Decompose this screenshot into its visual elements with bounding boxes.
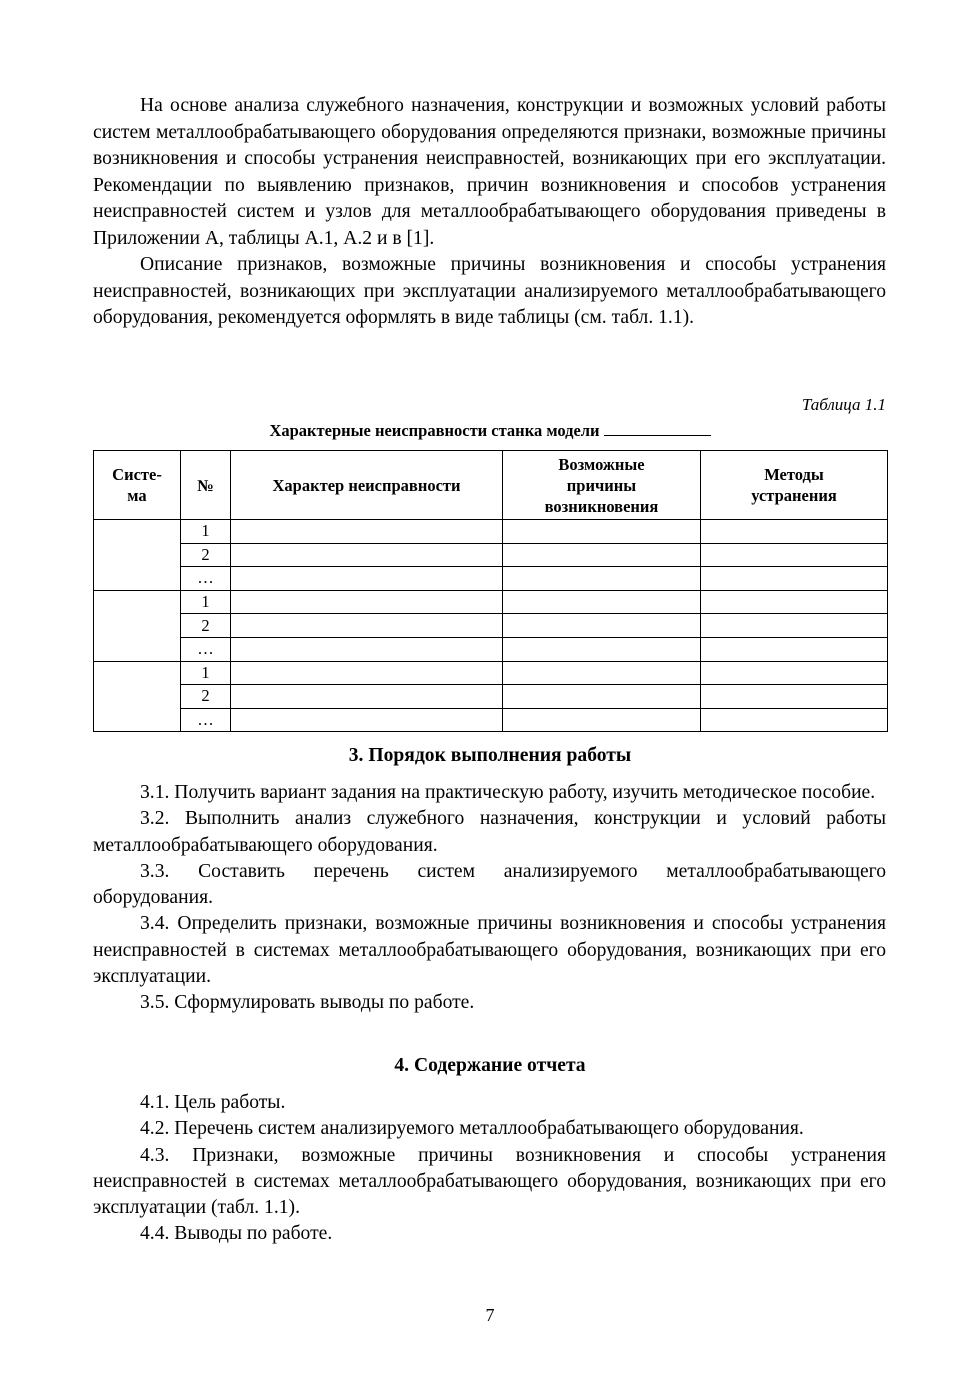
methods-cell xyxy=(701,520,888,544)
nature-cell xyxy=(231,520,503,544)
list-item: 3.5. Сформулировать выводы по работе. xyxy=(140,992,475,1014)
header-causes: Возможные причины возникновения xyxy=(503,451,701,520)
table-body xyxy=(94,520,888,732)
nature-cell xyxy=(231,661,503,685)
faults-table xyxy=(93,450,888,732)
row-number-cell: 1 xyxy=(181,590,231,614)
list-item: 3.4. Определить признаки, возможные причины возникновения и способы устранения неисправностей в системах металлообрабатывающего оборудования, возникающих при его эксплуатации. xyxy=(93,913,886,988)
table-label: Таблица 1.1 xyxy=(801,395,886,414)
causes-cell xyxy=(503,685,701,709)
nature-cell xyxy=(231,590,503,614)
nature-cell xyxy=(231,543,503,567)
row-number-cell: … xyxy=(181,567,231,591)
intro-paragraph-2: Описание признаков, возможные причины возникновения и способы устранения неисправностей, возникающих при эксплуатации анализируемого металлообрабатывающего оборудования, рекомендуется оформлять в виде таблицы (см. табл. 1.1). xyxy=(93,254,886,328)
causes-cell xyxy=(503,637,701,661)
table-row xyxy=(94,685,888,709)
nature-cell xyxy=(231,685,503,709)
row-number-cell: 2 xyxy=(181,685,231,709)
table-header-row xyxy=(94,451,888,520)
causes-cell xyxy=(503,567,701,591)
header-nature: Характер неисправности xyxy=(231,451,503,520)
list-item: 4.4. Выводы по работе. xyxy=(140,1223,333,1245)
model-blank-line xyxy=(604,420,711,436)
list-item: 4.3. Признаки, возможные причины возникновения и способы устранения неисправностей в системах металлообрабатывающего оборудования, возникающих при его эксплуатации (табл. 1.1). xyxy=(93,1144,886,1219)
section-3-title: 3. Порядок выполнения работы xyxy=(348,745,632,766)
methods-cell xyxy=(701,685,888,709)
causes-cell xyxy=(503,614,701,638)
nature-cell xyxy=(231,637,503,661)
section-4-list xyxy=(93,1090,886,1248)
methods-cell xyxy=(701,590,888,614)
list-item: 3.2. Выполнить анализ служебного назначения, конструкции и условий работы металлообрабатывающего оборудования. xyxy=(93,808,886,856)
row-number-cell: 1 xyxy=(181,520,231,544)
intro-text xyxy=(93,93,886,332)
table-row xyxy=(94,637,888,661)
section-4-title: 4. Содержание отчета xyxy=(394,1055,586,1076)
table-row xyxy=(94,708,888,732)
row-number-cell: 2 xyxy=(181,543,231,567)
causes-cell xyxy=(503,590,701,614)
causes-cell xyxy=(503,708,701,732)
row-number-cell: 1 xyxy=(181,661,231,685)
intro-paragraph-1: На основе анализа служебного назначения, конструкции и возможных условий работы систем металлообрабатывающего оборудования определяются признаки, возможные причины возникновения и способы устранения неисправностей, возникающих при его эксплуатации. Рекомендации по выявлению признаков, причин возникновения и способов устранения неисправностей систем и узлов для металлообрабатывающего оборудования приведены в Приложении А, таблицы А.1, А.2 и в [1]. xyxy=(93,95,886,249)
table-title xyxy=(0,420,980,441)
header-system: Систе- ма xyxy=(94,451,181,520)
methods-cell xyxy=(701,708,888,732)
table-row xyxy=(94,520,888,544)
causes-cell xyxy=(503,661,701,685)
nature-cell xyxy=(231,708,503,732)
table-row xyxy=(94,661,888,685)
row-number-cell: … xyxy=(181,708,231,732)
header-number: № xyxy=(181,451,231,520)
list-item: 4.1. Цель работы. xyxy=(140,1092,286,1113)
table-row xyxy=(94,614,888,638)
methods-cell xyxy=(701,637,888,661)
list-item: 3.1. Получить вариант задания на практическую работу, изучить методическое пособие. xyxy=(140,782,876,803)
system-cell xyxy=(94,520,181,591)
list-item: 4.2. Перечень систем анализируемого металлообрабатывающего оборудования. xyxy=(140,1118,804,1140)
table-row xyxy=(94,590,888,614)
nature-cell xyxy=(231,567,503,591)
table-row xyxy=(94,543,888,567)
methods-cell xyxy=(701,661,888,685)
row-number-cell: 2 xyxy=(181,614,231,638)
page-number: 7 xyxy=(485,1305,495,1325)
row-number-cell: … xyxy=(181,637,231,661)
nature-cell xyxy=(231,614,503,638)
causes-cell xyxy=(503,520,701,544)
methods-cell xyxy=(701,567,888,591)
list-item: 3.3. Составить перечень систем анализируемого металлообрабатывающего оборудования. xyxy=(93,860,886,909)
header-methods: Методы устранения xyxy=(701,451,888,520)
system-cell xyxy=(94,661,181,732)
methods-cell xyxy=(701,614,888,638)
methods-cell xyxy=(701,543,888,567)
table-title-text: Характерные неисправности станка модели xyxy=(269,421,600,440)
table-row xyxy=(94,567,888,591)
system-cell xyxy=(94,590,181,661)
causes-cell xyxy=(503,543,701,567)
section-3-list xyxy=(93,780,886,1017)
